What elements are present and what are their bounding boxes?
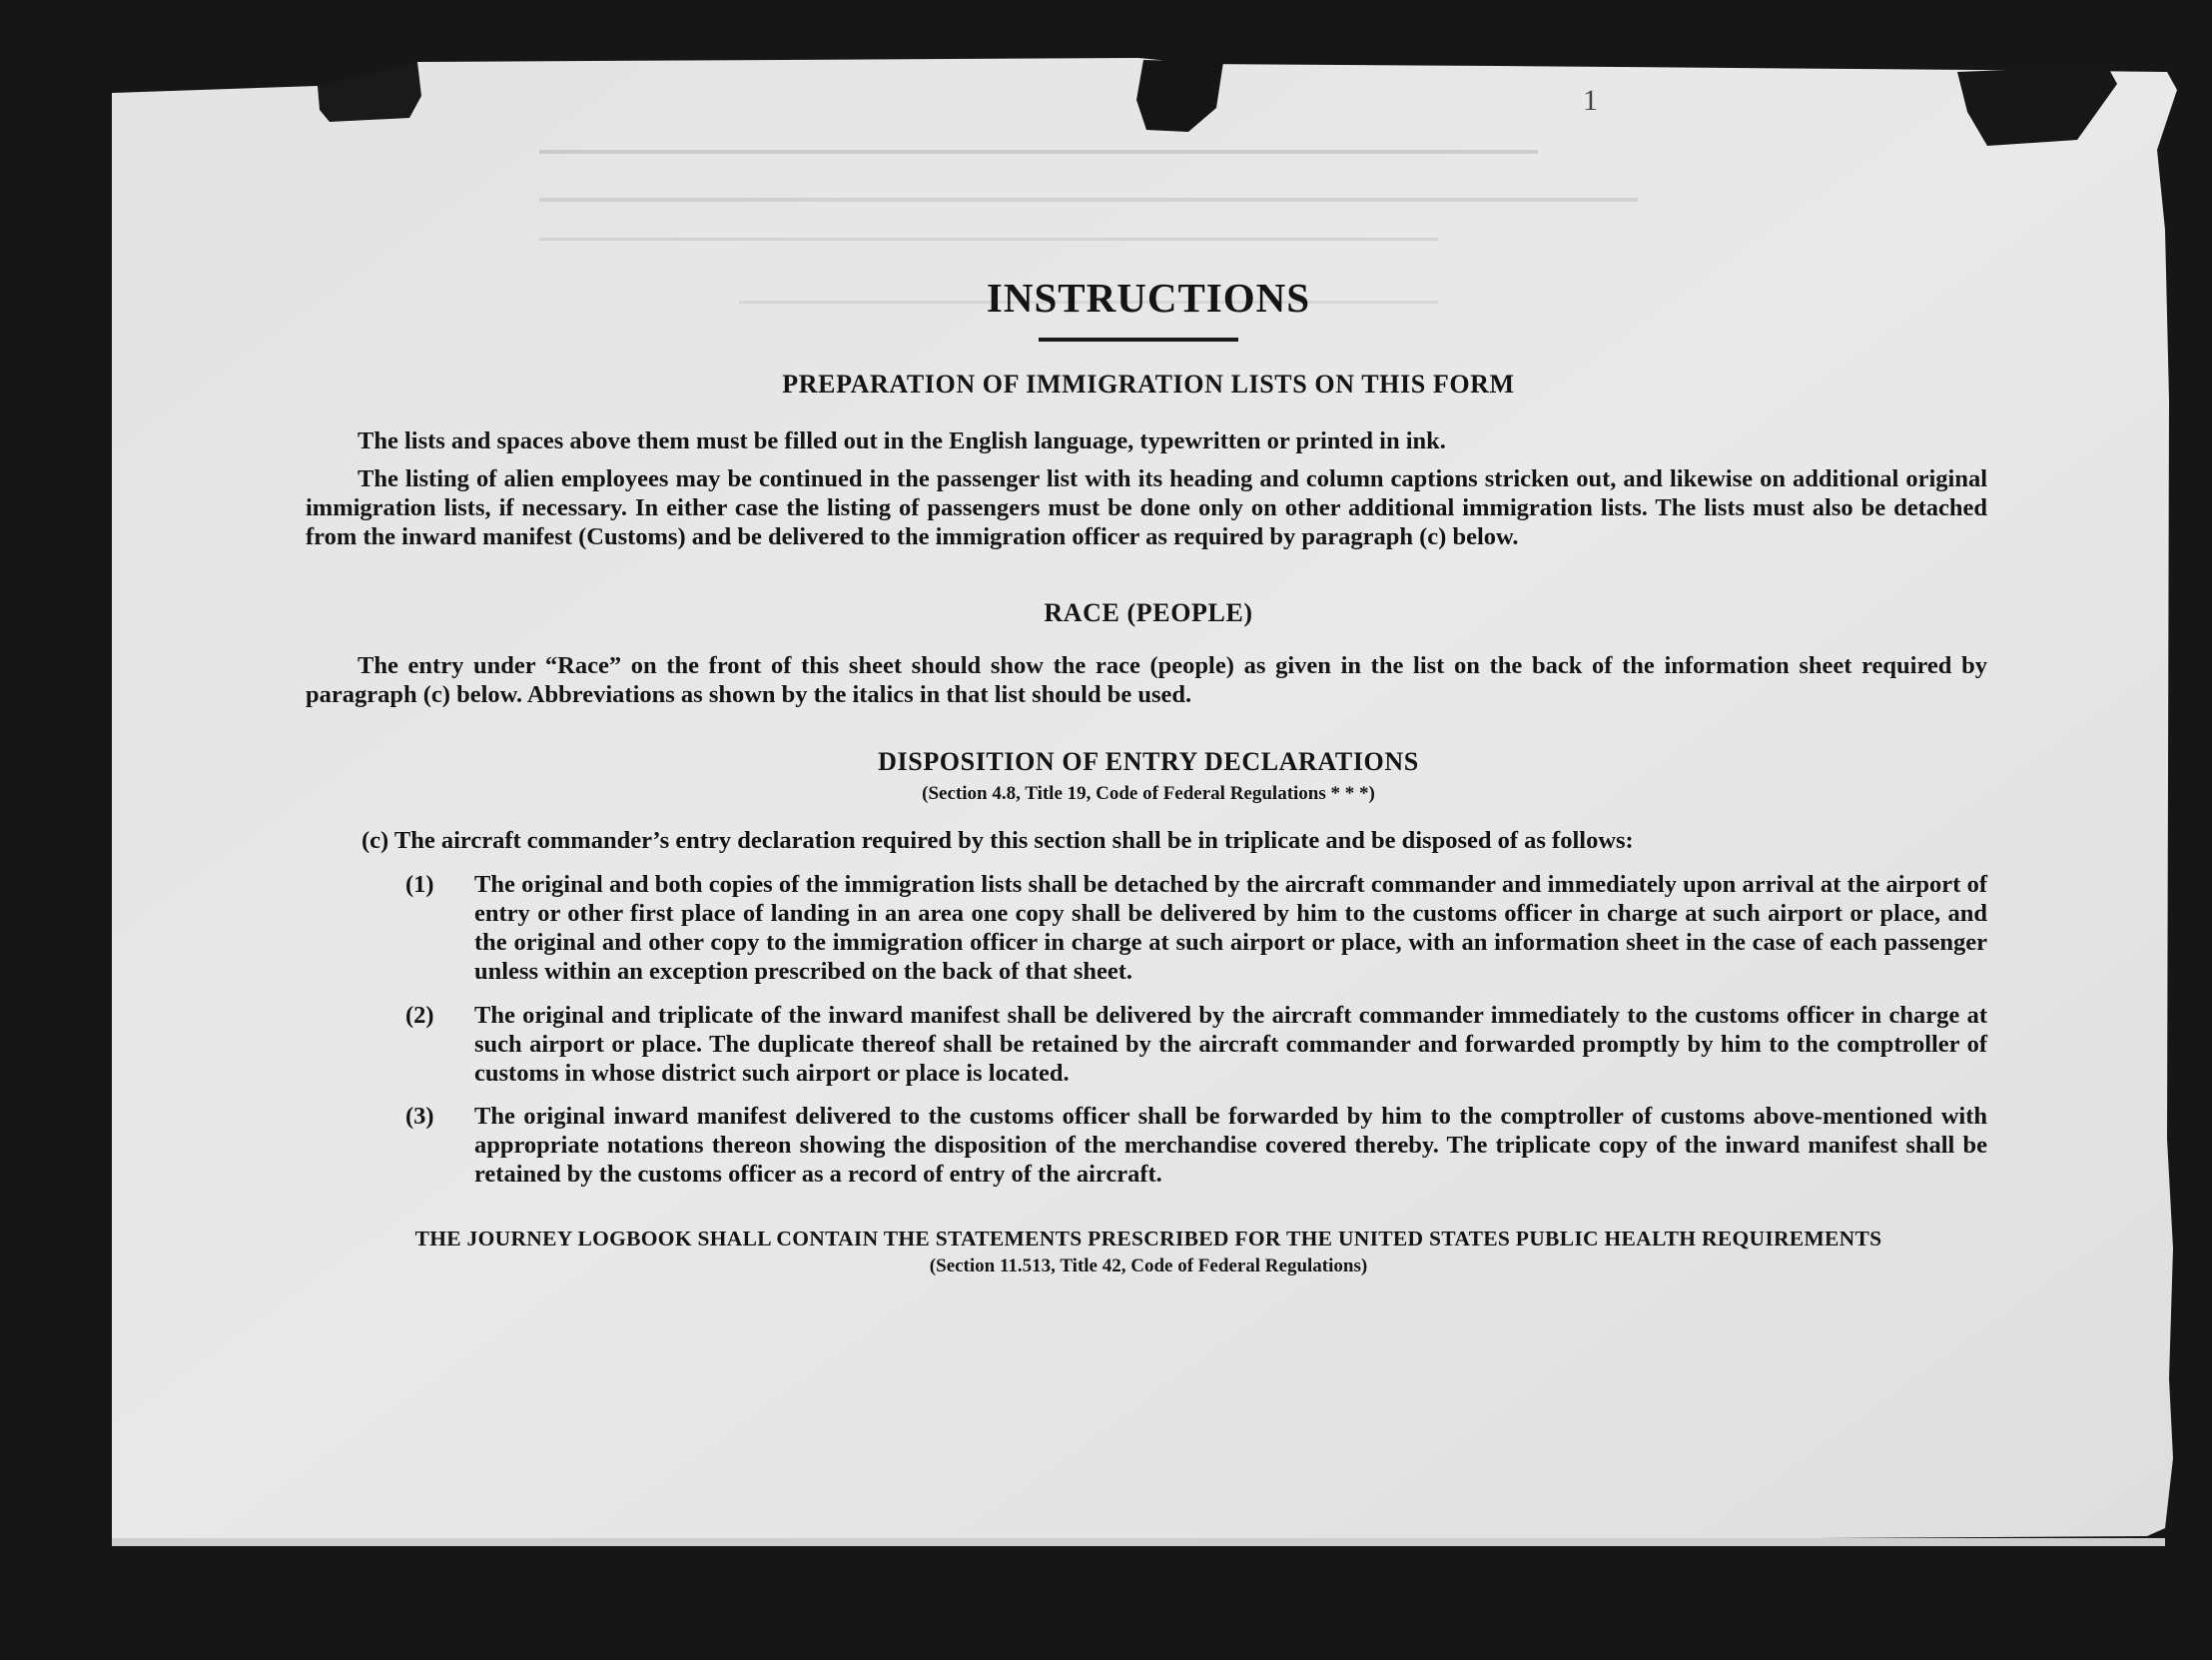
paragraph-language-requirement: The lists and spaces above them must be filled out in the English language, typewritten or printed in ink. bbox=[358, 427, 1446, 454]
bottom-edge-shadow bbox=[112, 1538, 2165, 1546]
list-item-number: (1) bbox=[405, 871, 434, 898]
page-number: 1 bbox=[1583, 84, 1598, 117]
bleed-through-lines bbox=[539, 110, 1738, 360]
list-item-text: The original inward manifest delivered to the customs officer shall be forwarded by him to the comptroller of customs above-mentioned with appropriate notations thereon showing the disposition of the merchandise covered thereby. The triplicate copy of the inward manifest shall be retained by the customs officer as a record of entry of the aircraft. bbox=[474, 1103, 1987, 1188]
journey-logbook-statement: THE JOURNEY LOGBOOK SHALL CONTAIN THE STATEMENTS PRESCRIBED FOR THE UNITED STATES PUBLIC HEALTH REQUIREMENTS bbox=[414, 1227, 1882, 1250]
list-item bbox=[405, 1102, 1987, 1189]
title-underline bbox=[1039, 338, 1238, 342]
list-item bbox=[405, 1001, 1987, 1088]
list-item-text: The original and both copies of the immigration lists shall be detached by the aircraft commander and immediately upon arrival at the airport of entry or other first place of landing in an area one copy shall be delivered by him to the customs officer in charge at such airport or place, and the original and other copy to the immigration officer in charge at such airport or place, with an information sheet in the case of each passenger unless within an exception prescribed on the back of that sheet. bbox=[474, 871, 1987, 985]
page-title: INSTRUCTIONS bbox=[986, 275, 1311, 321]
list-item bbox=[405, 870, 1987, 986]
disposition-intro: (c) The aircraft commander’s entry declaration required by this section shall be in triplicate and be disposed of as follows: bbox=[362, 827, 1634, 854]
section-heading-disposition: DISPOSITION OF ENTRY DECLARATIONS bbox=[878, 747, 1419, 776]
paragraph-race: The entry under “Race” on the front of this sheet should show the race (people) as given in the list on the back of the information sheet required by paragraph (c) below. Abbreviations as shown by the italics in that list should be used. bbox=[306, 652, 1987, 708]
journey-logbook-citation: (Section 11.513, Title 42, Code of Federal Regulations) bbox=[929, 1255, 1368, 1276]
list-item-number: (3) bbox=[405, 1103, 434, 1130]
section-heading-race: RACE (PEOPLE) bbox=[1044, 598, 1253, 627]
disposition-citation: (Section 4.8, Title 19, Code of Federal Regulations * * *) bbox=[922, 783, 1375, 804]
list-item-text: The original and triplicate of the inward manifest shall be delivered by the aircraft commander immediately to the customs officer in charge at such airport or place. The duplicate thereof shall be retained by the aircraft commander and forwarded promptly by him to the comptroller of customs in whose district such airport or place is located. bbox=[474, 1002, 1987, 1087]
section-heading-immigration-lists: PREPARATION OF IMMIGRATION LISTS ON THIS FORM bbox=[782, 370, 1515, 399]
paragraph-alien-employees: The listing of alien employees may be continued in the passenger list with its heading and column captions stricken out, and likewise on additional original immigration lists, if necessary. In either case the listing of passengers must be done only on other additional immigration lists. The lists must also be detached from the inward manifest (Customs) and be delivered to the immigration officer as required by paragraph (c) below. bbox=[306, 465, 1987, 550]
list-item-number: (2) bbox=[405, 1002, 434, 1029]
